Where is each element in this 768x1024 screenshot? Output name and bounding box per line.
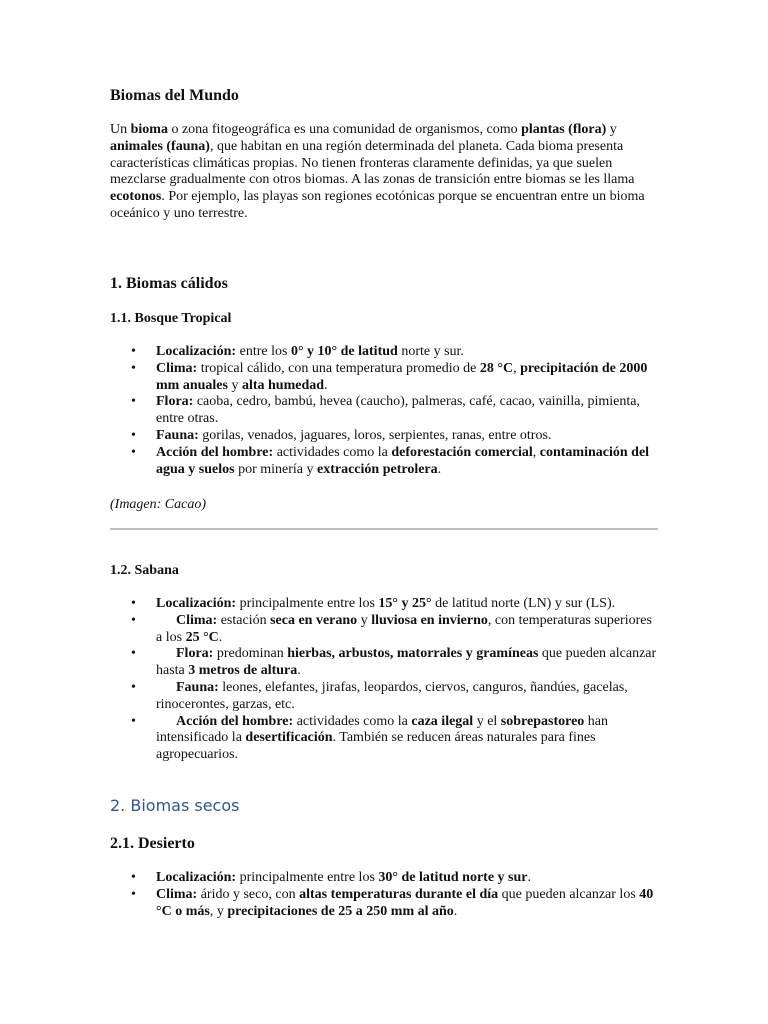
- section-heading-biomas-calidos: 1. Biomas cálidos: [110, 275, 228, 292]
- image-caption: (Imagen: Cacao): [110, 497, 207, 512]
- sabana-list: [110, 596, 658, 764]
- list-item: • Fauna: leones, elefantes, jirafas, leopardos, ciervos, canguros, ñandúes, gacelas, rinocerontes, garzas, etc.: [110, 680, 658, 714]
- intro-paragraph: Un bioma o zona fitogeográfica es una comunidad de organismos, como plantas (flora) y animales (fauna), que habitan en una región determinada del planeta. Cada bioma presenta características climáticas propias. No tienen fronteras claramente definidas, ya que suelen mezclarse gradualmente con otros biomas. A las zonas de transición entre biomas se les llama ecotonos. Por ejemplo, las playas son regiones ecotónicas porque se encuentran entre un bioma oceánico y uno terrestre.: [110, 122, 645, 221]
- list-item: • Clima: árido y seco, con altas temperaturas durante el día que pueden alcanzar los 40 °C o más, y precipitaciones de 25 a 250 mm al año.: [110, 887, 658, 921]
- list-item: • Acción del hombre: actividades como la caza ilegal y el sobrepastoreo han intensificado la desertificación. También se reducen áreas naturales para fines agropecuarios.: [110, 714, 658, 764]
- list-item: • Flora: predominan hierbas, arbustos, matorrales y gramíneas que pueden alcanzar hasta 3 metros de altura.: [110, 646, 658, 680]
- list-item: • Clima: tropical cálido, con una temperatura promedio de 28 °C, precipitación de 2000 mm anuales y alta humedad.: [110, 361, 658, 395]
- subsection-heading-sabana: 1.2. Sabana: [110, 563, 179, 578]
- list-item: • Fauna: gorilas, venados, jaguares, loros, serpientes, ranas, entre otros.: [110, 428, 658, 445]
- subsection-heading-desierto: 2.1. Desierto: [110, 835, 195, 852]
- list-item: • Acción del hombre: actividades como la deforestación comercial, contaminación del agua y suelos por minería y extracción petrolera.: [110, 445, 658, 479]
- list-item: • Flora: caoba, cedro, bambú, hevea (caucho), palmeras, café, cacao, vainilla, pimienta, entre otras.: [110, 394, 658, 428]
- list-item: • Clima: estación seca en verano y lluviosa en invierno, con temperaturas superiores a los 25 °C.: [110, 613, 658, 647]
- page-title: Biomas del Mundo: [110, 87, 239, 104]
- list-item: • Localización: principalmente entre los 30° de latitud norte y sur.: [110, 870, 658, 887]
- list-item: • Localización: entre los 0° y 10° de latitud norte y sur.: [110, 344, 658, 361]
- horizontal-divider: [110, 528, 658, 530]
- subsection-heading-bosque-tropical: 1.1. Bosque Tropical: [110, 311, 232, 326]
- section-heading-biomas-secos: 2. Biomas secos: [110, 796, 240, 815]
- bosque-tropical-list: [110, 344, 658, 478]
- desierto-list: [110, 870, 658, 920]
- list-item: • Localización: principalmente entre los 15° y 25° de latitud norte (LN) y sur (LS).: [110, 596, 658, 613]
